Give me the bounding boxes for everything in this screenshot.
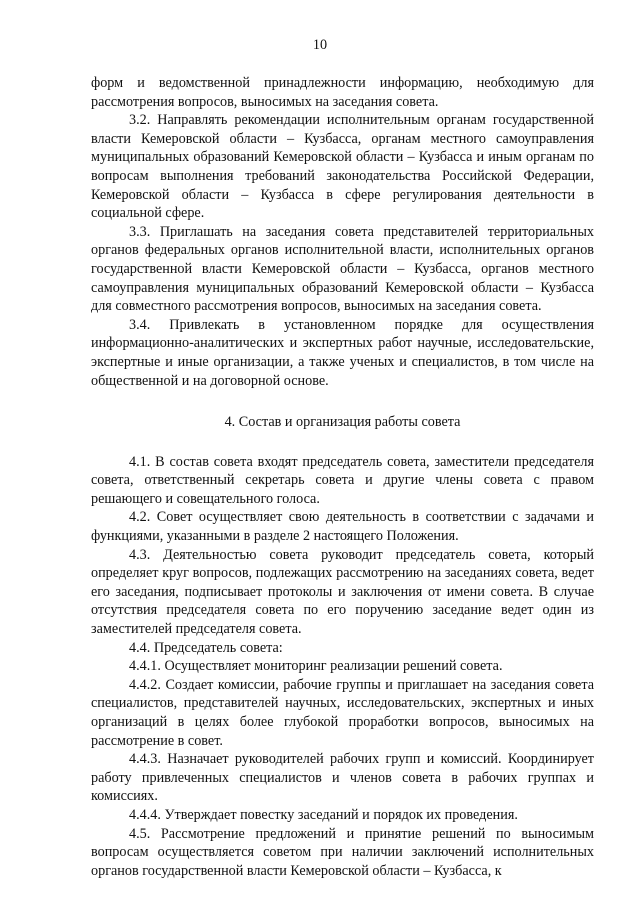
paragraph-4-4-4: 4.4.4. Утверждает повестку заседаний и порядок их проведения. [129,806,518,823]
paragraph-4-4-1: 4.4.1. Осуществляет мониторинг реализации решений совета. [129,658,503,675]
paragraph-4-4-2: 4.4.2. Создает комиссии, рабочие группы и приглашает на заседания совета специалистов, представителей научных, исследовательских, экспертных и иных организаций в целях более глубокой проработки вопросов, выносимых на рассмотрение в совет. [91,676,594,749]
paragraph-4-2: 4.2. Совет осуществляет свою деятельность в соответствии с задачами и функциями, указанными в разделе 2 настоящего Положения. [91,509,594,545]
paragraph-3-2: 3.2. Направлять рекомендации исполнительным органам государственной власти Кемеровской области – Кузбасса, органам местного самоуправления муниципальных образований Кемеровской области – Кузбасса и иным органам по вопросам выполнения требований законодательства Российской Федерации, Кемеровской области – Кузбасса в сфере регулирования деятельности в социальной сфере. [91,112,594,222]
paragraph-4-4: 4.4. Председатель совета: [129,639,283,656]
section-heading: 4. Состав и организация работы совета [224,414,461,431]
paragraph-3-4: 3.4. Привлекать в установленном порядке для осуществления информационно-аналитических и экспертных работ научные, исследовательские, экспертные и иные организации, а также ученых и специалистов, в том числе на общественной и на договорной основе. [91,316,594,389]
paragraph-continuation: форм и ведомственной принадлежности информацию, необходимую для рассмотрения вопросов, выносимых на заседания совета. [91,75,594,110]
spacer [91,432,594,453]
document-body [91,74,594,880]
page-number: 10 [312,37,328,53]
paragraph-4-4-3: 4.4.3. Назначает руководителей рабочих групп и комиссий. Координирует работу привлеченных специалистов и членов совета в рабочих группах и комиссиях. [91,751,594,805]
spacer [91,390,594,413]
paragraph-4-3: 4.3. Деятельностью совета руководит председатель совета, который определяет круг вопросов, подлежащих рассмотрению на заседаниях совета, ведет его заседания, подписывает протоколы и заключения от имени совета. В случае отсутствия председателя совета по его поручению заседание ведет один из заместителей председателя совета. [91,546,594,638]
paragraph-4-1: 4.1. В состав совета входят председатель совета, заместители председателя совета, ответственный секретарь совета и другие члены совета с правом решающего и совещательного голоса. [91,453,594,507]
paragraph-3-3: 3.3. Приглашать на заседания совета представителей территориальных органов федеральных органов исполнительной власти, исполнительных органов государственной власти Кемеровской области – Кузбасса, органов местного самоуправления муниципальных образований Кемеровской области – Кузбасса для совместного рассмотрения вопросов, выносимых на заседания совета. [91,223,594,315]
paragraph-4-5: 4.5. Рассмотрение предложений и принятие решений по выносимым вопросам осуществляется советом при наличии заключений исполнительных органов государственной власти Кемеровской области – Кузбасса, к [91,825,594,879]
